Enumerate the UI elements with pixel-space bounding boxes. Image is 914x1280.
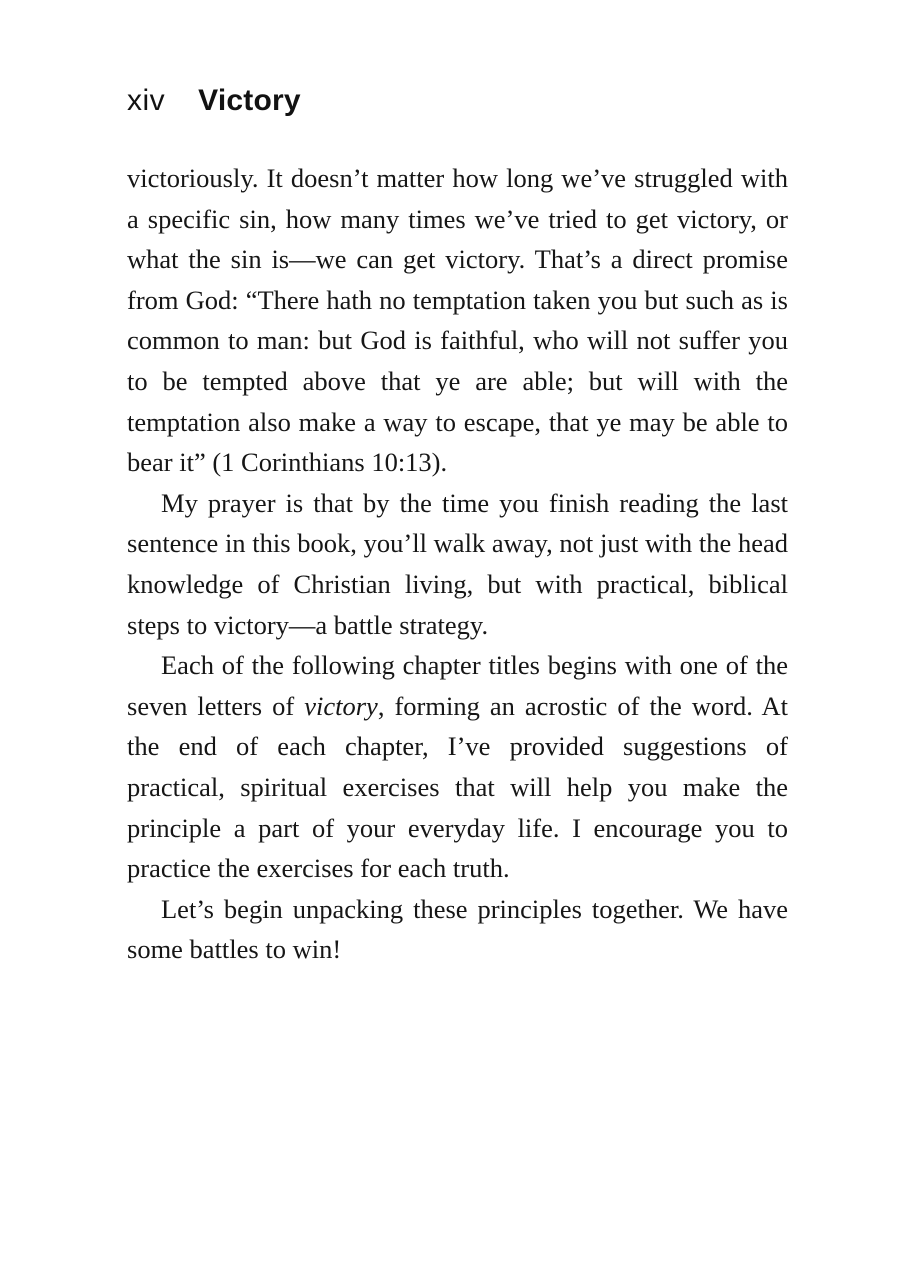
body-paragraph-4 [127,889,788,970]
paragraph-text: Let’s begin unpacking these principles together. We have some battles to win! [127,893,788,965]
paragraph-text-before-italic: Each of the following chapter titles begins with one of the seven letters of [127,650,788,721]
body-paragraph-3 [127,645,788,889]
body-paragraph-1 [127,158,788,483]
paragraph-text-after-italic: , forming an acrostic of the word. At the end of each chapter, I’ve provided suggestions of practical, spiritual exercises that will help you make the principle a part of your everyday life. I encourage you to practice the exercises for each truth. [127,690,788,884]
page-body [127,158,788,970]
paragraph-text: victoriously. It doesn’t matter how long we’ve struggled with a specific sin, how many times we’ve tried to get victory, or what the sin is—we can get victory. That’s a direct promise from God: “There hath no temptation taken you but such as is common to man: but God is faithful, who will not suffer you to be tempted above that ye are able; but will with the temptation also make a way to escape, that ye may be able to bear it” (1 Corinthians 10:13). [127,163,788,478]
running-header-title: Victory [198,84,301,117]
italic-word-victory: victory [304,690,378,721]
page-number: xiv [127,84,166,117]
running-header [127,86,301,116]
paragraph-text: My prayer is that by the time you finish reading the last sentence in this book, you’ll walk away, not just with the head knowledge of Christian living, but with practical, biblical steps to victory—a battle strategy. [127,487,788,640]
body-paragraph-2 [127,483,788,645]
